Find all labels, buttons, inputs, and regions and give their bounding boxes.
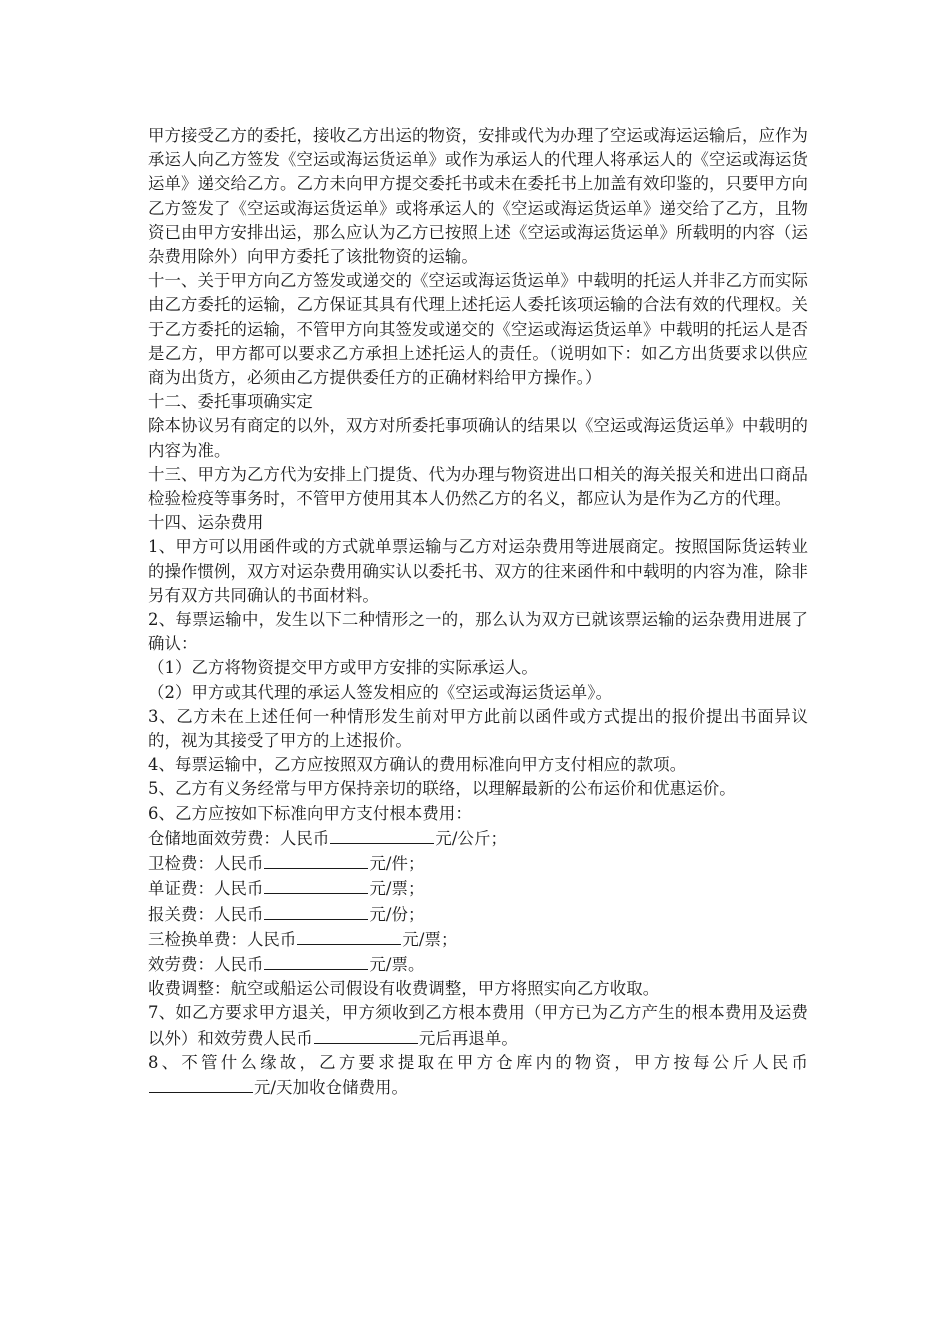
fee-label: 单证费：人民币 bbox=[148, 879, 264, 899]
fee-label: 效劳费：人民币 bbox=[148, 954, 264, 974]
paragraph-fee-item-3: 3、乙方未在上述任何一种情形发生前对甲方此前以函件或方式提出的报价提出书面异议的，视为其接受了甲方的上述报价。 bbox=[148, 706, 808, 751]
fee-label: 三检换单费：人民币 bbox=[148, 929, 297, 949]
fill-blank bbox=[264, 876, 368, 894]
fill-blank bbox=[149, 1075, 253, 1093]
paragraph-fee-adjustment: 收费调整：航空或船运公司假设有收费调整，甲方将照实向乙方收取。 bbox=[148, 979, 660, 999]
fee-unit: 元/公斤； bbox=[435, 828, 507, 848]
fee-line-health-inspection bbox=[148, 851, 808, 876]
fee-line-service bbox=[148, 952, 808, 977]
paragraph-fee-item-6: 6、乙方应按如下标准向甲方支付根本费用： bbox=[148, 803, 472, 823]
fill-blank bbox=[330, 826, 434, 844]
heading-clause-12: 十二、委托事项确实定 bbox=[148, 392, 313, 412]
fee-line-customs bbox=[148, 902, 808, 927]
fee-unit: 元/份； bbox=[369, 904, 425, 924]
paragraph-clause-12: 除本协议另有商定的以外，双方对所委托事项确认的结果以《空运或海运货运单》中载明的内容为准。 bbox=[148, 416, 808, 460]
fee-label: 报关费：人民币 bbox=[148, 904, 264, 924]
paragraph-condition-2: （2）甲方或其代理的承运人签发相应的《空运或海运货运单》。 bbox=[148, 682, 613, 702]
clause-text: 8、不管什么缘故，乙方要求提取在甲方仓库内的物资，甲方按每公斤人民币 bbox=[148, 1052, 808, 1072]
clause-text: 元/天加收仓储费用。 bbox=[254, 1077, 409, 1097]
fee-line-storage bbox=[148, 826, 808, 851]
paragraph-fee-item-7 bbox=[148, 1001, 808, 1050]
clause-text: 7、如乙方要求甲方退关，甲方须收到乙方根本费用（甲方已为乙方产生的根本费用及运费以外）和效劳费人民币 bbox=[148, 1003, 808, 1048]
fill-blank bbox=[297, 927, 401, 945]
fill-blank bbox=[264, 851, 368, 869]
fee-line-documents bbox=[148, 876, 808, 901]
document-body bbox=[148, 124, 808, 1100]
paragraph-clause-11: 十一、关于甲方向乙方签发或递交的《空运或海运货运单》中载明的托运人并非乙方而实际由乙方委托的运输，乙方保证其具有代理上述托运人委托该项运输的合法有效的代理权。关于乙方委托的运输，不管甲方向其签发或递交的《空运或海运货运单》中载明的托运人是否是乙方，甲方都可以要求乙方承担上述托运人的责任。（说明如下：如乙方出货要求以供应商为出货方，必须由乙方提供委任方的正确材料给甲方操作。） bbox=[148, 271, 808, 388]
fill-blank bbox=[314, 1026, 418, 1044]
paragraph-fee-item-2: 2、每票运输中，发生以下二种情形之一的，那么认为双方已就该票运输的运杂费用进展了确认： bbox=[148, 610, 808, 654]
heading-clause-14: 十四、运杂费用 bbox=[148, 513, 264, 533]
fee-line-inspection-exchange bbox=[148, 927, 808, 952]
fee-label: 卫检费：人民币 bbox=[148, 854, 264, 874]
paragraph-condition-1: （1）乙方将物资提交甲方或甲方安排的实际承运人。 bbox=[148, 658, 538, 678]
fee-unit: 元/票； bbox=[402, 929, 458, 949]
fee-unit: 元/票； bbox=[369, 879, 425, 899]
paragraph-fee-item-1: 1、甲方可以用函件或的方式就单票运输与乙方对运杂费用等进展商定。按照国际货运转业的操作惯例，双方对运杂费用确实认以委托书、双方的往来函件和中载明的内容为准，除非另有双方共同确认的书面材料。 bbox=[148, 537, 808, 605]
fill-blank bbox=[264, 952, 368, 970]
paragraph-fee-item-4: 4、每票运输中，乙方应按照双方确认的费用标准向甲方支付相应的款项。 bbox=[148, 755, 687, 775]
paragraph-fee-item-5: 5、乙方有义务经常与甲方保持亲切的联络，以理解最新的公布运价和优惠运价。 bbox=[148, 779, 736, 799]
fill-blank bbox=[264, 902, 368, 920]
paragraph-clause-13: 十三、甲方为乙方代为安排上门提货、代为办理与物资进出口相关的海关报关和进出口商品检验检疫等事务时，不管甲方使用其本人仍然乙方的名义，都应认为是作为乙方的代理。 bbox=[148, 464, 808, 509]
fee-unit: 元/件； bbox=[369, 854, 425, 874]
fee-unit: 元/票。 bbox=[369, 954, 425, 974]
clause-text: 元后再退单。 bbox=[418, 1028, 518, 1048]
paragraph-fee-item-8 bbox=[148, 1051, 808, 1100]
fee-label: 仓储地面效劳费：人民币 bbox=[148, 828, 330, 848]
paragraph-consignment-terms: 甲方接受乙方的委托，接收乙方出运的物资，安排或代为办理了空运或海运运输后，应作为承运人向乙方签发《空运或海运货运单》或作为承运人的代理人将承运人的《空运或海运货运单》递交给乙方。乙方未向甲方提交委托书或未在委托书上加盖有效印鉴的，只要甲方向乙方签发了《空运或海运货运单》或将承运人的《空运或海运货运单》递交给了乙方，且物资已由甲方安排出运，那么应认为乙方已按照上述《空运或海运货运单》所载明的内容（运杂费用除外）向甲方委托了该批物资的运输。 bbox=[148, 126, 808, 267]
